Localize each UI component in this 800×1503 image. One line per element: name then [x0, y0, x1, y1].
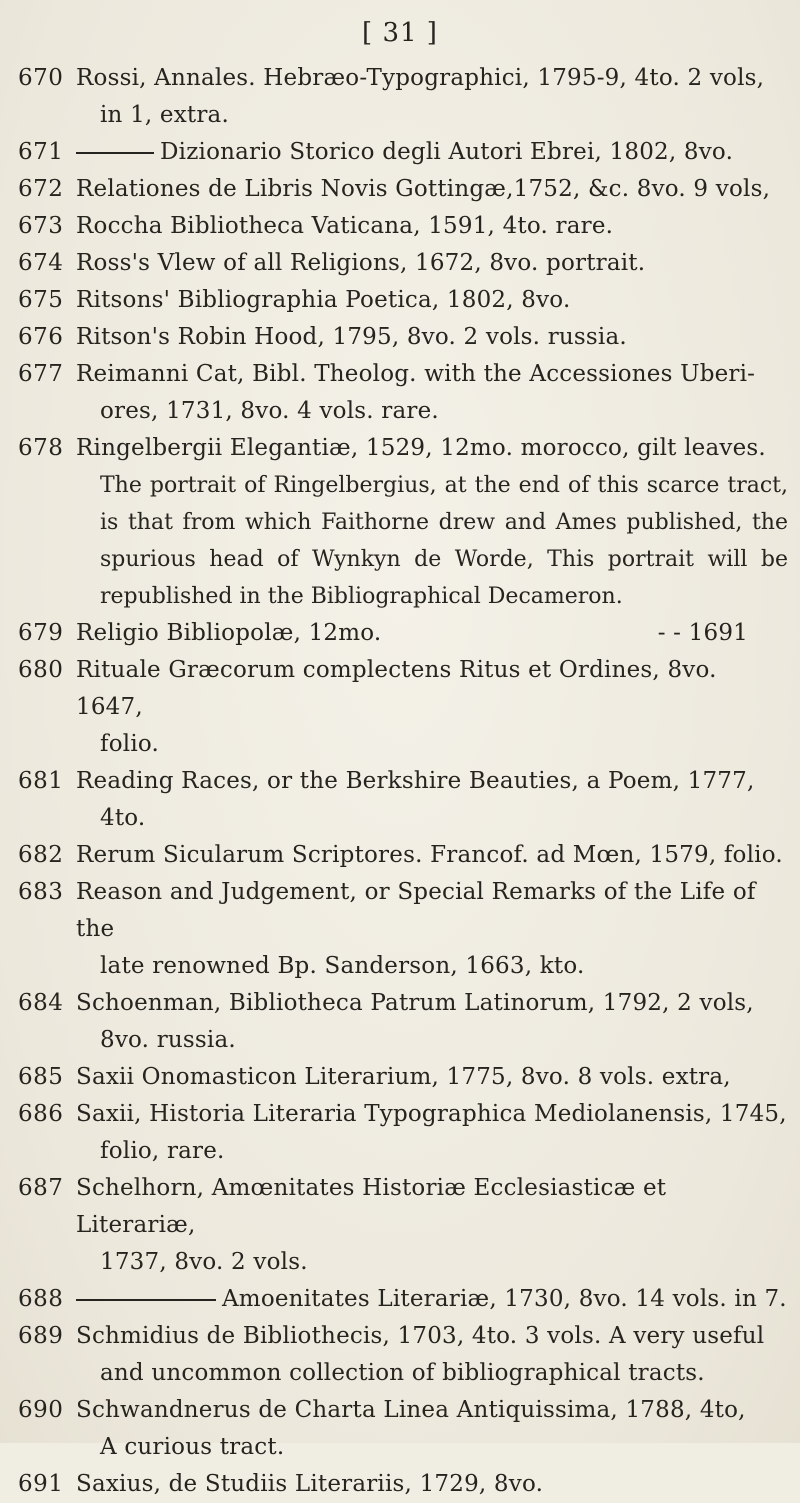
entry-687: [18, 1170, 788, 1244]
entry-686-cont: [18, 1133, 788, 1170]
entry-number: 681: [18, 768, 64, 794]
entry-674: [18, 245, 788, 282]
entry-678: [18, 430, 788, 467]
entry-690-cont: [18, 1429, 788, 1466]
entry-684-cont: [18, 1022, 788, 1059]
entry-text: Schelhorn, Amœnitates Historiæ Ecclesiasticæ et Literariæ,: [76, 1175, 667, 1238]
page-number: [ 31 ]: [362, 18, 438, 48]
entry-continuation: folio.: [100, 731, 160, 757]
entry-continuation: 8vo. russia.: [100, 1027, 236, 1053]
entry-number: 686: [18, 1101, 64, 1127]
entry-text: Saxii Onomasticon Literarium, 1775, 8vo. 8 vols. extra,: [76, 1064, 731, 1090]
entry-number: 689: [18, 1323, 64, 1349]
entry-687-cont: [18, 1244, 788, 1281]
entry-number: 679: [18, 620, 64, 646]
entry-number: 683: [18, 879, 64, 905]
entry-number: 691: [18, 1471, 64, 1497]
entry-continuation: and uncommon collection of bibliographical tracts.: [100, 1360, 705, 1386]
entry-number: 672: [18, 176, 64, 202]
entry-continuation: in 1, extra.: [100, 102, 229, 128]
entry-688: [18, 1281, 788, 1318]
entry-note: The portrait of Ringelbergius, at the end of this scarce tract, is that from which Faithorne drew and Ames published, the spurious head of Wynkyn de Worde, This portrait will be republished in the Bibliographical Decameron.: [100, 473, 788, 609]
entry-number: 675: [18, 287, 64, 313]
entry-number: 682: [18, 842, 64, 868]
entry-684: [18, 985, 788, 1022]
entry-679: [18, 615, 788, 652]
entry-text: Schmidius de Bibliothecis, 1703, 4to. 3 vols. A very useful: [76, 1323, 765, 1349]
entry-689: [18, 1318, 788, 1355]
entry-text: Saxius, de Studiis Literariis, 1729, 8vo.: [76, 1471, 544, 1497]
ditto-rule: [76, 1299, 216, 1301]
entry-text: Reading Races, or the Berkshire Beauties, a Poem, 1777,: [76, 768, 755, 794]
entry-text: Ross's Vlew of all Religions, 1672, 8vo. portrait.: [76, 250, 646, 276]
entry-681-cont: [18, 800, 788, 837]
entry-682: [18, 837, 788, 874]
entry-675: [18, 282, 788, 319]
entry-text: Dizionario Storico degli Autori Ebrei, 1802, 8vo.: [160, 139, 734, 165]
entry-680-cont: [18, 726, 788, 763]
entry-continuation: 1737, 8vo. 2 vols.: [100, 1249, 308, 1275]
entry-text: Saxii, Historia Literaria Typographica Mediolanensis, 1745,: [76, 1101, 787, 1127]
entry-number: 687: [18, 1175, 64, 1201]
entry-continuation: ores, 1731, 8vo. 4 vols. rare.: [100, 398, 439, 424]
entry-681: [18, 763, 788, 800]
entry-text: Ringelbergii Elegantiæ, 1529, 12mo. morocco, gilt leaves.: [76, 435, 766, 461]
entry-continuation: late renowned Bp. Sanderson, 1663, kto.: [100, 953, 585, 979]
entry-text: Rituale Græcorum complectens Ritus et Ordines, 8vo. 1647,: [76, 657, 717, 720]
entry-670: [18, 60, 788, 97]
catalogue-entries: [18, 60, 788, 1503]
entry-text: Schoenman, Bibliotheca Patrum Latinorum, 1792, 2 vols,: [76, 990, 754, 1016]
entry-text: Rossi, Annales. Hebræo-Typographici, 1795-9, 4to. 2 vols,: [76, 65, 765, 91]
entry-text: Religio Bibliopolæ, 12mo.: [76, 620, 382, 646]
entry-continuation: folio, rare.: [100, 1138, 225, 1164]
entry-683: [18, 874, 788, 948]
entry-686: [18, 1096, 788, 1133]
entry-689-cont: [18, 1355, 788, 1392]
entry-text: Amoenitates Literariæ, 1730, 8vo. 14 vols. in 7.: [222, 1286, 787, 1312]
entry-text: Roccha Bibliotheca Vaticana, 1591, 4to. rare.: [76, 213, 614, 239]
entry-number: 685: [18, 1064, 64, 1090]
entry-text: Relationes de Libris Novis Gottingæ,1752, &c. 8vo. 9 vols,: [76, 176, 771, 202]
entry-number: 684: [18, 990, 64, 1016]
entry-number: 677: [18, 361, 64, 387]
entry-672: [18, 171, 788, 208]
entry-text: Rerum Sicularum Scriptores. Francof. ad Mœn, 1579, folio.: [76, 842, 783, 868]
ditto-rule: [76, 152, 154, 154]
entry-price: - - 1691: [657, 620, 748, 646]
entry-677: [18, 356, 788, 393]
entry-text: Ritson's Robin Hood, 1795, 8vo. 2 vols. russia.: [76, 324, 627, 350]
entry-number: 670: [18, 65, 64, 91]
entry-683-cont: [18, 948, 788, 985]
entry-text: Ritsons' Bibliographia Poetica, 1802, 8vo.: [76, 287, 571, 313]
entry-680: [18, 652, 788, 726]
entry-671: [18, 134, 788, 171]
entry-number: 688: [18, 1286, 64, 1312]
entry-number: 676: [18, 324, 64, 350]
entry-685: [18, 1059, 788, 1096]
entry-text: Reason and Judgement, or Special Remarks of the Life of the: [76, 879, 756, 942]
entry-text: Reimanni Cat, Bibl. Theolog. with the Accessiones Uberi-: [76, 361, 756, 387]
entry-number: 674: [18, 250, 64, 276]
entry-number: 690: [18, 1397, 64, 1423]
entry-673: [18, 208, 788, 245]
entry-number: 671: [18, 139, 64, 165]
entry-continuation: 4to.: [100, 805, 146, 831]
entry-text: Schwandnerus de Charta Linea Antiquissima, 1788, 4to,: [76, 1397, 746, 1423]
entry-670-cont: [18, 97, 788, 134]
entry-690: [18, 1392, 788, 1429]
entry-continuation: A curious tract.: [100, 1434, 285, 1460]
entry-691: [18, 1466, 788, 1503]
entry-677-cont: [18, 393, 788, 430]
entry-number: 678: [18, 435, 64, 461]
entry-676: [18, 319, 788, 356]
entry-number: 673: [18, 213, 64, 239]
entry-number: 680: [18, 657, 64, 683]
